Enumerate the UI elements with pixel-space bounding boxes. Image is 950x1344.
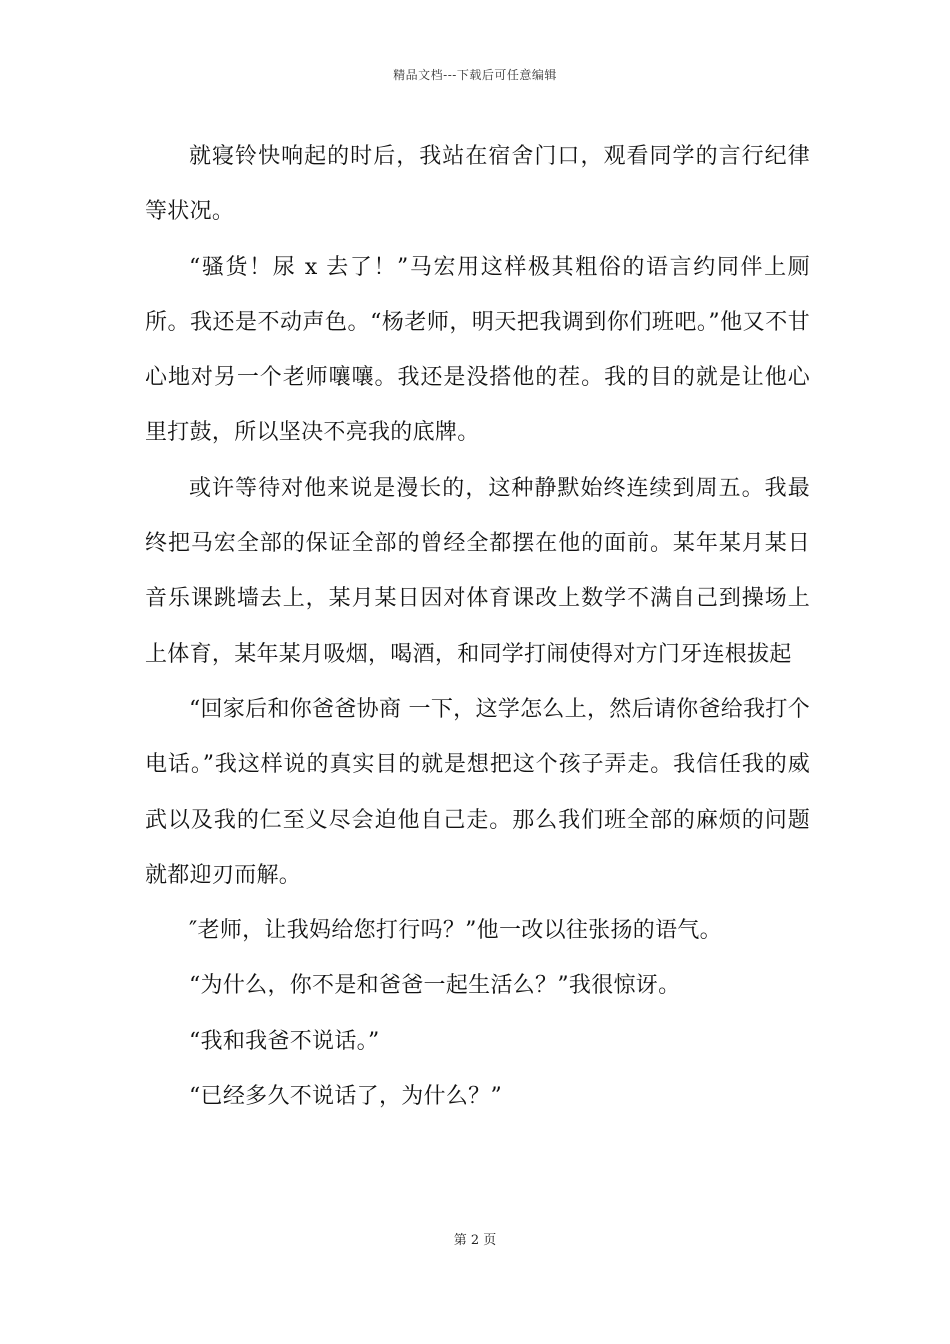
paragraph: “我和我爸不说话。” [189, 1028, 380, 1054]
paragraph: “回家后和你爸爸协商 一下，这学怎么上，然后请你爸给我打个电话。”我这样说的真实目的就是想把这个孩子弄走。我信任我的威武以及我的仁至义尽会迫他自己走。那么我们班全部的麻烦的问题就都迎刃而解。 [145, 696, 810, 888]
paragraph: “为什么，你不是和爸爸一起生活么？”我很惊讶。 [189, 973, 681, 999]
page-header: 精品文档---下载后可任意编辑 [393, 68, 557, 82]
paragraph: “已经多久不说话了，为什么？” [189, 1084, 502, 1110]
page-number: 第 2 页 [453, 1233, 497, 1248]
paragraph: “骚货！尿 x 去了！”马宏用这样极其粗俗的语言约同伴上厕所。我还是不动声色。“杨老师，明天把我调到你们班吧。”他又不甘心地对另一个老师嚷嚷。我还是没搭他的茬。我的目的就是让他心里打鼓，所以坚决不亮我的底牌。 [145, 254, 810, 446]
paragraph: ″老师，让我妈给您打行吗？”他一改以往张扬的语气。 [189, 918, 722, 944]
document-body [145, 129, 810, 1124]
paragraph: 或许等待对他来说是漫长的，这种静默始终连续到周五。我最终把马宏全部的保证全部的曾经全都摆在他的面前。某年某月某日音乐课跳墙去上，某月某日因对体育课改上数学不满自己到操场上上体育，某年某月吸烟，喝酒，和同学打闹使得对方门牙连根拔起 [145, 475, 810, 667]
paragraph: 就寝铃快响起的时后，我站在宿舍门口，观看同学的言行纪律等状况。 [145, 144, 810, 225]
